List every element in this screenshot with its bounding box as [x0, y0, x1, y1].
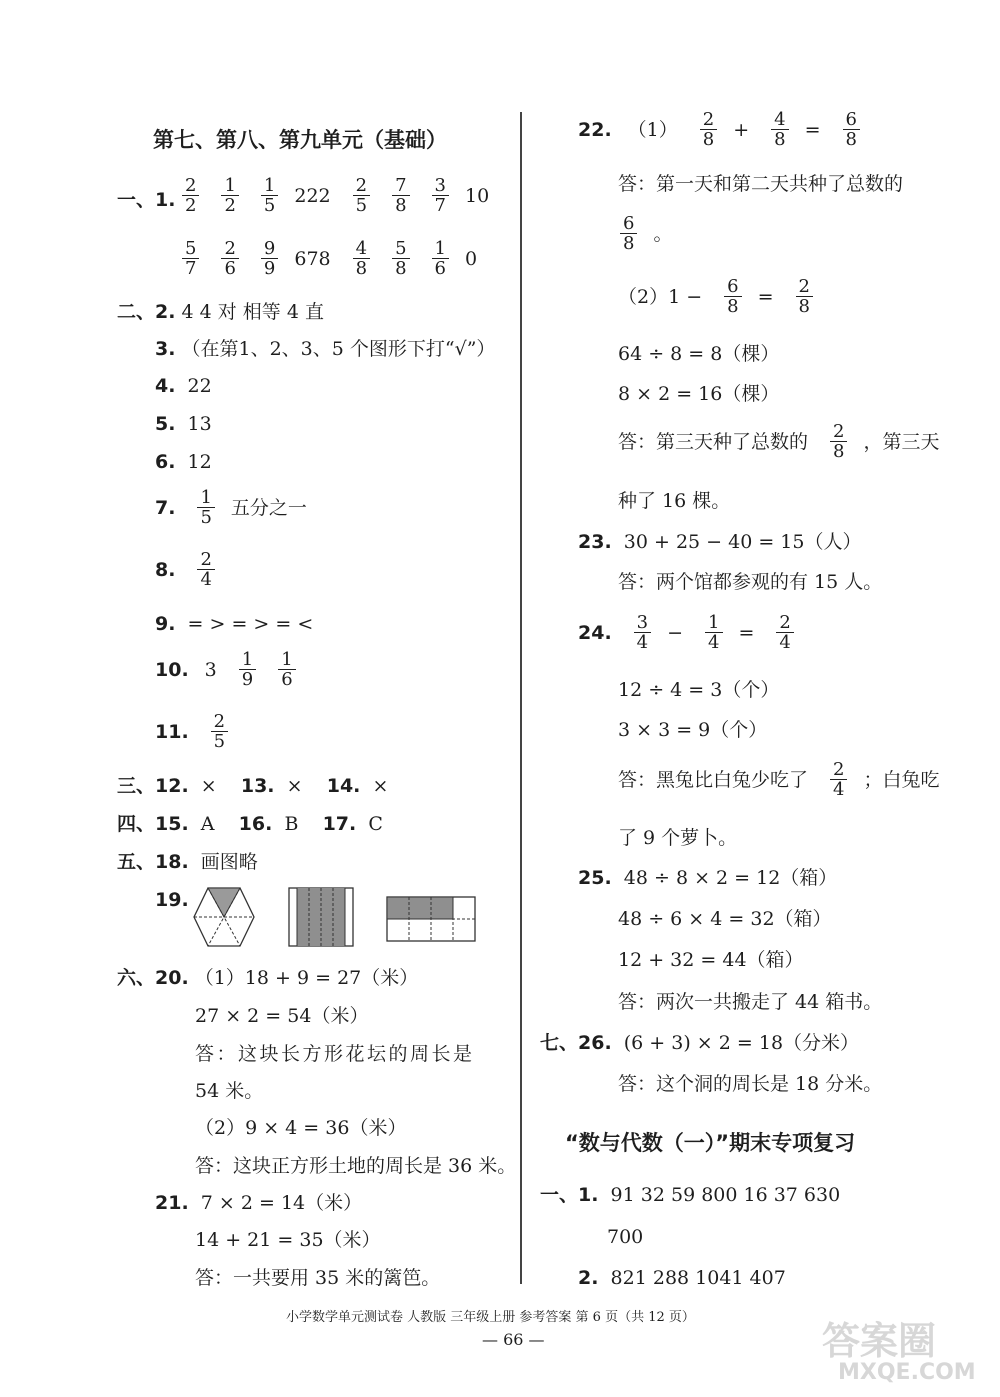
- q21-line1: [155, 1191, 362, 1215]
- q21-answer: 答：一共要用 35 米的篱笆。: [195, 1267, 441, 1289]
- q1-fraction: $\frac{2}{2}$: [182, 176, 199, 215]
- q22-num: 22.: [578, 118, 612, 141]
- q7-answer: 五分之一: [230, 496, 307, 519]
- q6-answer: 12: [187, 451, 212, 473]
- q3-line: [155, 337, 495, 361]
- q14-num: 14.: [326, 775, 361, 797]
- q6-line: [155, 450, 212, 474]
- q22-step4: 8 × 2 = 16（棵）: [618, 383, 780, 405]
- q24-answer: [618, 760, 955, 799]
- q24-answer-text-b: ；白兔吃: [863, 768, 940, 791]
- q20-answer-1b: 54 米。: [195, 1080, 264, 1102]
- q7-num: 7.: [155, 496, 176, 519]
- q26-step1: (6 + 3) × 2 = 18（分米）: [623, 1032, 860, 1054]
- q1-fraction: $\frac{2}{5}$: [353, 176, 370, 215]
- q20-answer-1: 答：这块长方形花坛的周长是: [195, 1043, 475, 1065]
- q24-answer-c: 了 9 个萝卜。: [618, 827, 738, 849]
- q5-answer: 13: [187, 413, 212, 435]
- q1-value: 222: [294, 184, 331, 207]
- q1-value: 10: [464, 184, 490, 207]
- q20-label: 六、20.: [117, 967, 189, 989]
- q24-frac-c1: $\frac{3}{4}$: [634, 613, 651, 652]
- q3-answer: （在第1、2、3、5 个图形下打“√”）: [181, 338, 496, 360]
- q25-step1: 48 ÷ 8 × 2 = 12（箱）: [623, 867, 838, 889]
- q24-frac-c3: $\frac{2}{4}$: [776, 613, 793, 652]
- q7-line: [155, 488, 323, 527]
- q1-value: 0: [464, 247, 478, 270]
- q22-answer-1-frac-line: [614, 214, 688, 253]
- q22-op-equals: =: [804, 118, 821, 141]
- q20-step3: （2）9 × 4 = 36（米）: [195, 1117, 407, 1139]
- q13-answer: ×: [286, 775, 303, 797]
- q10-fraction-2: $\frac{1}{6}$: [278, 650, 295, 689]
- q24-answer-frac: $\frac{2}{4}$: [830, 760, 847, 799]
- q20-step1: （1）18 + 9 = 27（米）: [194, 967, 419, 989]
- q25-num: 25.: [578, 867, 612, 889]
- q18-line: [117, 850, 258, 874]
- rectangle-strips-figure: [288, 887, 354, 947]
- q25-answer: 答：两次一共搬走了 44 箱书。: [618, 991, 883, 1013]
- q24-step2: 12 ÷ 4 = 3（个）: [618, 679, 780, 701]
- q24-op-minus: −: [667, 621, 684, 644]
- q2-label: 二、2.: [117, 301, 176, 323]
- page-number: — 66 —: [482, 1330, 545, 1349]
- q22-frac-b2: $\frac{2}{8}$: [796, 277, 813, 316]
- q15-17-line: [117, 812, 383, 836]
- q1-fraction: $\frac{4}{8}$: [353, 239, 370, 278]
- q10-line: [155, 650, 312, 689]
- q12-14-line: [117, 774, 388, 798]
- q15-label: 四、15.: [117, 813, 189, 835]
- q22-part2-expr: （2）1 −: [618, 285, 703, 308]
- q11-num: 11.: [155, 720, 189, 743]
- q1-fraction: $\frac{3}{7}$: [432, 176, 449, 215]
- q10-fraction-1: $\frac{1}{9}$: [239, 650, 256, 689]
- review-q1-answers: 91 32 59 800 16 37 630: [610, 1184, 841, 1206]
- q20-step2: 27 × 2 = 54（米）: [195, 1005, 369, 1027]
- review-q2-answers: 821 288 1041 407: [610, 1267, 786, 1289]
- watermark-logo: 答案圈: [822, 1319, 937, 1363]
- q1-fraction: $\frac{1}{5}$: [261, 176, 278, 215]
- q5-num: 5.: [155, 413, 176, 435]
- review-section-title: “数与代数（一）”期末专项复习: [565, 1131, 856, 1155]
- q26-line1: [540, 1031, 859, 1055]
- q1-fraction: $\frac{5}{8}$: [392, 239, 409, 278]
- q22-answer-2-text-b: ，第三天: [863, 430, 940, 453]
- q22-frac-a2: $\frac{4}{8}$: [771, 110, 788, 149]
- q21-num: 21.: [155, 1192, 189, 1214]
- q4-answer: 22: [187, 375, 212, 397]
- q1-fraction: $\frac{9}{9}$: [261, 239, 278, 278]
- q22-answer-2: [618, 422, 955, 461]
- q12-answer: ×: [200, 775, 217, 797]
- q18-label: 五、18.: [117, 851, 189, 873]
- review-q2-line: [578, 1266, 786, 1290]
- q4-num: 4.: [155, 375, 176, 397]
- q16-num: 16.: [238, 813, 273, 835]
- q11-line: [155, 712, 244, 751]
- q22-line2: [618, 277, 829, 316]
- q1-fraction: $\frac{5}{7}$: [182, 239, 199, 278]
- q5-line: [155, 412, 212, 436]
- q24-op-equals: =: [738, 621, 755, 644]
- q19-num: 19.: [155, 889, 189, 911]
- q22-frac-a3: $\frac{6}{8}$: [843, 110, 860, 149]
- q13-num: 13.: [240, 775, 275, 797]
- q22-frac-a1: $\frac{2}{8}$: [700, 110, 717, 149]
- q23-line1: [578, 530, 861, 554]
- q18-answer: 画图略: [200, 851, 258, 873]
- q25-step2: 48 ÷ 6 × 4 = 32（箱）: [618, 908, 832, 930]
- q7-fraction: $\frac{1}{5}$: [197, 488, 214, 527]
- q22-answer-2-text: 答：第三天种了总数的: [618, 430, 809, 453]
- q22-step3: 64 ÷ 8 = 8（棵）: [618, 343, 780, 365]
- q1-value: 678: [294, 247, 331, 270]
- q17-num: 17.: [322, 813, 357, 835]
- section-title: 第七、第八、第九单元（基础）: [153, 128, 447, 152]
- q22-frac-b1: $\frac{6}{8}$: [724, 277, 741, 316]
- q20-answer-2: 答：这块正方形土地的周长是 36 米。: [195, 1155, 517, 1177]
- q4-line: [155, 374, 212, 398]
- q1-answers-row2: [176, 239, 493, 278]
- q10-num: 10.: [155, 658, 189, 681]
- review-q2-num: 2.: [578, 1267, 599, 1289]
- q8-num: 8.: [155, 558, 176, 581]
- q9-num: 9.: [155, 613, 176, 635]
- q22-answer-1: 答：第一天和第二天共种了总数的: [618, 173, 904, 195]
- review-q1-label: 一、1.: [540, 1184, 599, 1206]
- q1-fraction: $\frac{7}{8}$: [392, 176, 409, 215]
- q25-line1: [578, 866, 837, 890]
- q22-answer-1-end: 。: [653, 222, 673, 245]
- q23-num: 23.: [578, 531, 612, 553]
- hexagon-figure: [192, 885, 256, 949]
- q1-fraction: $\frac{1}{2}$: [221, 176, 238, 215]
- review-q1-line1: [540, 1183, 840, 1207]
- q24-frac-c2: $\frac{1}{4}$: [705, 613, 722, 652]
- q22-op-plus: +: [733, 118, 750, 141]
- q8-fraction: $\frac{2}{4}$: [197, 550, 214, 589]
- q1-fraction: $\frac{2}{6}$: [221, 239, 238, 278]
- q1-answers-row1: [176, 176, 505, 215]
- q10-answer: 3: [204, 658, 217, 681]
- q8-line: [155, 550, 231, 589]
- q1-label: 一、1.: [117, 189, 176, 211]
- q24-line1: [578, 613, 810, 652]
- q1-fraction: $\frac{1}{6}$: [432, 239, 449, 278]
- q21-step2: 14 + 21 = 35（米）: [195, 1229, 381, 1251]
- q24-step3: 3 × 3 = 9（个）: [618, 719, 768, 741]
- q23-answer: 答：两个馆都参观的有 15 人。: [618, 571, 883, 593]
- q23-step1: 30 + 25 − 40 = 15（人）: [623, 531, 862, 553]
- review-q1-answers-2: 700: [607, 1226, 644, 1248]
- q11-fraction: $\frac{2}{5}$: [211, 712, 228, 751]
- q22-line1: [578, 110, 876, 149]
- q6-num: 6.: [155, 451, 176, 473]
- q20-line1: [117, 966, 418, 990]
- watermark-url: MXQE.COM: [838, 1360, 976, 1385]
- q15-answer: A: [200, 813, 215, 835]
- q12-label: 三、12.: [117, 775, 189, 797]
- q16-answer: B: [284, 813, 299, 835]
- q2-line: [117, 300, 324, 324]
- q26-label: 七、26.: [540, 1032, 612, 1054]
- q14-answer: ×: [372, 775, 389, 797]
- q3-num: 3.: [155, 338, 176, 360]
- q24-answer-text: 答：黑兔比白兔少吃了: [618, 768, 809, 791]
- q24-num: 24.: [578, 621, 612, 644]
- column-divider: [520, 112, 522, 1284]
- q22-answer-2c: 种了 16 棵。: [618, 490, 731, 512]
- q26-answer: 答：这个洞的周长是 18 分米。: [618, 1073, 883, 1095]
- grid-rectangle-figure: [386, 896, 476, 942]
- q2-answer: 4 4 对 相等 4 直: [181, 301, 324, 323]
- q9-line: [155, 612, 313, 636]
- footer-text: 小学数学单元测试卷 人教版 三年级上册 参考答案 第 6 页（共 12 页）: [286, 1310, 695, 1325]
- q21-step1: 7 × 2 = 14（米）: [200, 1192, 363, 1214]
- q9-answer: = > = > = <: [187, 613, 314, 635]
- q22-answer-frac: $\frac{6}{8}$: [620, 214, 637, 253]
- q22-op-equals-2: =: [757, 285, 774, 308]
- q17-answer: C: [368, 813, 383, 835]
- q22-answer-2-frac: $\frac{2}{8}$: [830, 422, 847, 461]
- q22-part1-label: （1）: [627, 118, 678, 141]
- q25-step3: 12 + 32 = 44（箱）: [618, 949, 804, 971]
